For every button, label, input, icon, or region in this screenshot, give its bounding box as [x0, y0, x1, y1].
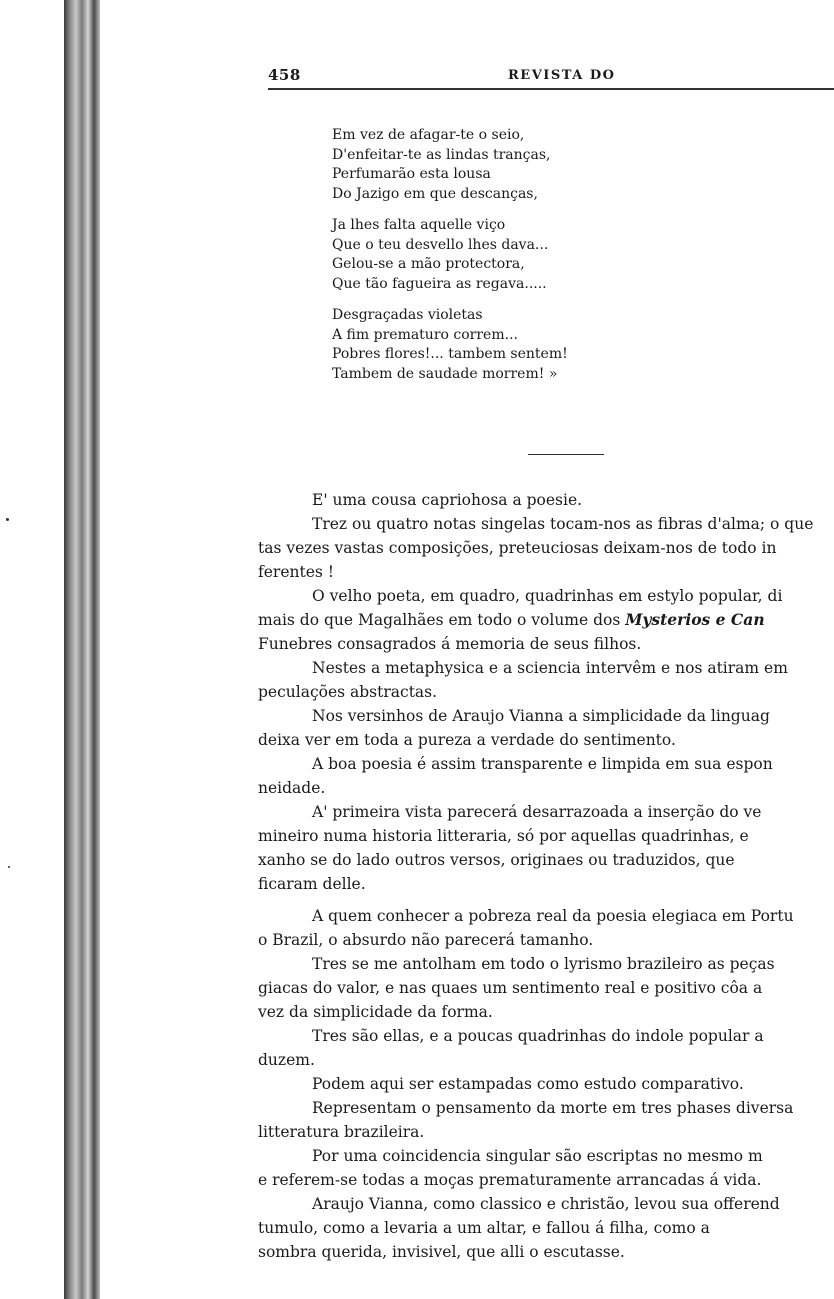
prose-line: giacas do valor, e nas quaes um sentimento real e positivo côa a	[258, 979, 763, 997]
prose-line: Araujo Vianna, como classico e christão, levou sua offerend	[312, 1195, 780, 1213]
prose-line	[258, 608, 834, 632]
poem	[332, 126, 632, 396]
prose-line: o Brazil, o absurdo não parecerá tamanho.	[258, 931, 594, 949]
prose-line: E' uma cousa capriohosa a poesie.	[312, 491, 583, 509]
prose-line: deixa ver em toda a pureza a verdade do sentimento.	[258, 731, 676, 749]
prose-line: litteratura brazileira.	[258, 1123, 425, 1141]
poem-verse: Tambem de saudade morrem! »	[332, 365, 558, 382]
book-title: Mysterios e Can	[625, 610, 765, 629]
prose-line: Representam o pensamento da morte em tres phases diversa	[312, 1099, 794, 1117]
prose-line: Nos versinhos de Araujo Vianna a simplicidade da linguag	[312, 707, 770, 725]
poem-verse: Em vez de afagar-te o seio,	[332, 127, 525, 143]
prose-line: A boa poesia é assim transparente e limpida em sua espon	[312, 755, 773, 773]
prose-line: Podem aqui ser estampadas como estudo comparativo.	[312, 1075, 744, 1093]
prose-line: neidade.	[258, 779, 326, 797]
poem-stanza	[332, 126, 632, 204]
poem-verse: Ja lhes falta aquelle viço	[332, 217, 506, 233]
prose-line: tumulo, como a levaria a um altar, e fallou á filha, como a	[258, 1219, 710, 1237]
prose-body	[258, 488, 834, 1264]
poem-verse: Perfumarão esta lousa	[332, 166, 491, 182]
poem-stanza	[332, 306, 632, 384]
page-number: 458	[268, 66, 301, 84]
poem-verse: A fim prematuro correm...	[332, 326, 518, 343]
poem-verse: Desgraçadas violetas	[332, 307, 483, 323]
prose-line: Tres se me antolham em todo o lyrismo brazileiro as peças	[312, 955, 775, 973]
prose-line: peculações abstractas.	[258, 683, 438, 701]
poem-verse: Gelou-se a mão protectora,	[332, 256, 525, 272]
prose-line: sombra querida, invisivel, que alli o escutasse.	[258, 1243, 625, 1261]
prose-line: ferentes !	[258, 563, 334, 581]
scan-speck	[6, 518, 9, 521]
prose-line: tas vezes vastas composições, preteuciosas deixam-nos de todo in	[258, 539, 777, 557]
poem-verse: Que tão fagueira as regava.....	[332, 275, 547, 292]
header-rule	[268, 88, 834, 90]
prose-line: Tres são ellas, e a poucas quadrinhas do indole popular a	[312, 1027, 764, 1045]
poem-stanza	[332, 216, 632, 294]
scan-speck	[8, 866, 10, 868]
poem-verse: Que o teu desvello lhes dava...	[332, 236, 549, 253]
prose-line: O velho poeta, em quadro, quadrinhas em estylo popular, di	[312, 587, 783, 605]
prose-line: vez da simplicidade da forma.	[258, 1003, 493, 1021]
prose-line: ficaram delle.	[258, 875, 366, 893]
poem-verse: D'enfeitar-te as lindas tranças,	[332, 146, 551, 163]
prose-line: A' primeira vista parecerá desarrazoada a inserção do ve	[312, 803, 762, 821]
prose-line: Por uma coincidencia singular são escriptas no mesmo m	[312, 1147, 763, 1165]
book-binding	[64, 0, 100, 1299]
prose-line: Nestes a metaphysica e a sciencia intervêm e nos atiram em	[312, 659, 788, 677]
prose-line: xanho se do lado outros versos, originaes ou traduzidos, que	[258, 851, 735, 869]
prose-text: mais do que Magalhães em todo o volume dos	[258, 611, 621, 629]
running-head: REVISTA DO	[508, 68, 616, 83]
prose-line: Trez ou quatro notas singelas tocam-nos as fibras d'alma; o que	[312, 515, 814, 533]
poem-verse: Do Jazigo em que descanças,	[332, 185, 538, 202]
poem-verse: Pobres flores!... tambem sentem!	[332, 346, 568, 362]
prose-line: duzem.	[258, 1051, 315, 1069]
prose-line: e referem-se todas a moças prematuramente arrancadas á vida.	[258, 1171, 762, 1189]
prose-line: A quem conhecer a pobreza real da poesia elegiaca em Portu	[312, 907, 794, 925]
prose-line: mineiro numa historia litteraria, só por aquellas quadrinhas, e	[258, 827, 749, 845]
prose-line: Funebres consagrados á memoria de seus filhos.	[258, 635, 642, 653]
section-separator	[528, 454, 604, 455]
